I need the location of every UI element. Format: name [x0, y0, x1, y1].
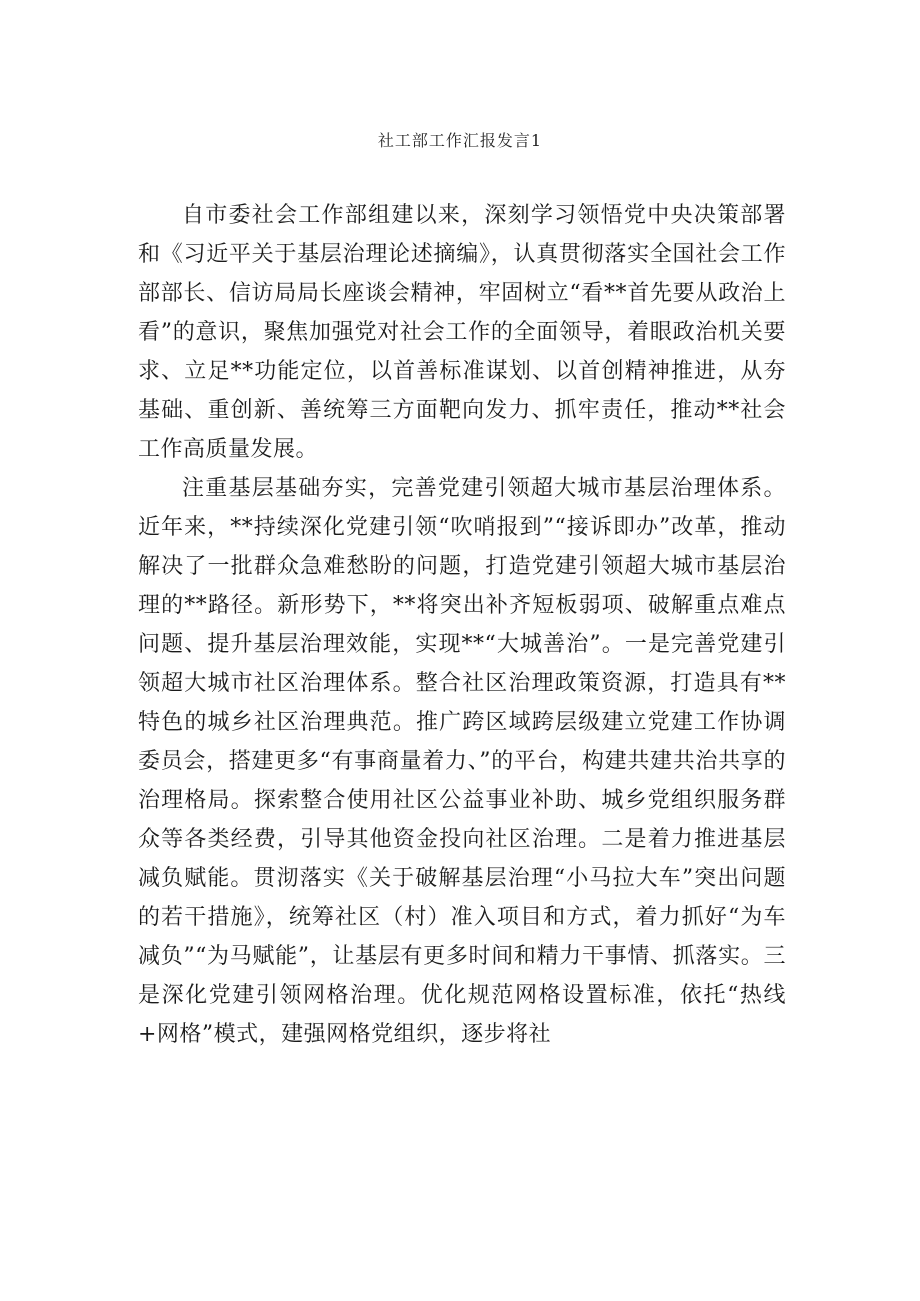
paragraph-intro: 自市委社会工作部组建以来，深刻学习领悟党中央决策部署和《习近平关于基层治理论述摘编》，认真贯彻落实全国社会工作部部长、信访局局长座谈会精神，牢固树立“看**首先要从政治上看”的意识，聚焦加强党对社会工作的全面领导，着眼政治机关要求、立足**功能定位，以首善标准谋划、以首创精神推进，从夯基础、重创新、善统筹三方面靶向发力、抓牢责任，推动**社会工作高质量发展。	[138, 203, 786, 462]
document-title: 社工部工作汇报发言1	[377, 131, 543, 150]
document-body	[138, 196, 786, 1054]
paragraph-grassroots: 注重基层基础夯实，完善党建引领超大城市基层治理体系。近年来，**持续深化党建引领“吹哨报到”“接诉即办”改革，推动解决了一批群众急难愁盼的问题，打造党建引领超大城市基层治理的**路径。新形势下，**将突出补齐短板弱项、破解重点难点问题、提升基层治理效能，实现**“大城善治”。一是完善党建引领超大城市社区治理体系。整合社区治理政策资源，打造具有**特色的城乡社区治理典范。推广跨区域跨层级建立党建工作协调委员会，搭建更多“有事商量着力、”的平台，构建共建共治共享的治理格局。探索整合使用社区公益事业补助、城乡党组织服务群众等各类经费，引导其他资金投向社区治理。二是着力推进基层减负赋能。贯沏落实《关于破解基层治理“小马拉大车”突出问题的若干措施》，统筹社区（村）准入项目和方式，着力抓好“为车减负”“为马赋能”，让基层有更多时间和精力干事情、抓落实。三是深化党建引领网格治理。优化规范网格设置标准，依托“热线+网格”模式，建强网格党组织，逐步将社	[138, 476, 786, 1047]
